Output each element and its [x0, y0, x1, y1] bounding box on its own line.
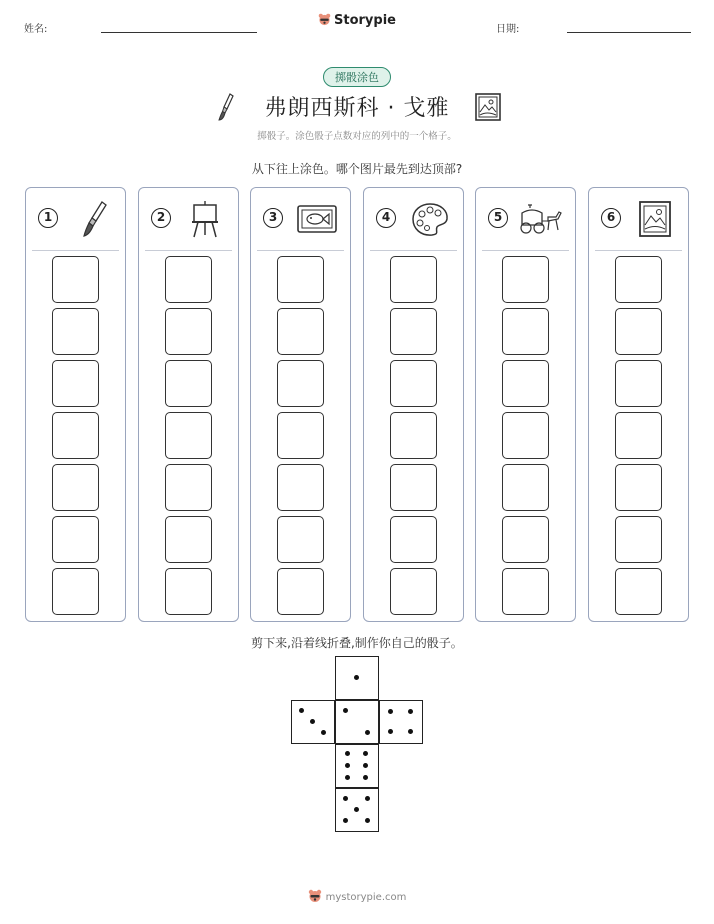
color-box[interactable] [615, 256, 662, 303]
color-box[interactable] [615, 308, 662, 355]
color-box[interactable] [390, 516, 437, 563]
dice-pip [345, 763, 350, 768]
brand-logo [0, 13, 714, 28]
color-box[interactable] [165, 516, 212, 563]
horse-carriage-icon [518, 199, 564, 239]
paintbrush-icon [72, 199, 112, 239]
dice-face-1 [335, 656, 379, 700]
footer [0, 889, 714, 903]
dice-face-3 [291, 700, 335, 744]
color-box[interactable] [277, 568, 324, 615]
column-divider [482, 250, 569, 251]
name-line[interactable] [101, 32, 257, 33]
column-number: 5 [488, 208, 508, 228]
dice-pip [363, 763, 368, 768]
column-2 [138, 187, 239, 622]
dice-pip [299, 708, 304, 713]
color-box[interactable] [277, 360, 324, 407]
dice-pip [343, 818, 348, 823]
dice-face-5 [335, 788, 379, 832]
bear-logo-icon [308, 889, 322, 903]
easel-icon [185, 199, 225, 239]
column-divider [370, 250, 457, 251]
dice-pip [388, 709, 393, 714]
color-box[interactable] [52, 360, 99, 407]
color-box[interactable] [615, 412, 662, 459]
column-divider [257, 250, 344, 251]
color-box[interactable] [502, 412, 549, 459]
color-box[interactable] [615, 464, 662, 511]
brand-name: Storypie [334, 13, 396, 28]
color-box[interactable] [165, 256, 212, 303]
column-5 [475, 187, 576, 622]
column-3 [250, 187, 351, 622]
color-box[interactable] [615, 516, 662, 563]
color-box[interactable] [52, 412, 99, 459]
landscape-painting-icon [635, 199, 675, 239]
dice-pip [388, 729, 393, 734]
color-box[interactable] [277, 308, 324, 355]
color-box[interactable] [277, 256, 324, 303]
date-label: 日期: [496, 24, 520, 35]
page-title: 弗朗西斯科 · 戈雅 [264, 96, 450, 121]
color-box[interactable] [502, 568, 549, 615]
palette-icon [410, 199, 450, 239]
color-box[interactable] [277, 516, 324, 563]
color-box[interactable] [390, 464, 437, 511]
dice-pip [345, 775, 350, 780]
dice-pip [408, 709, 413, 714]
column-number: 6 [601, 208, 621, 228]
color-box[interactable] [502, 516, 549, 563]
subtitle: 掷骰子。涂色骰子点数对应的列中的一个格子。 [257, 131, 457, 142]
column-number: 4 [376, 208, 396, 228]
column-divider [32, 250, 119, 251]
color-box[interactable] [615, 360, 662, 407]
dice-pip [343, 796, 348, 801]
color-box[interactable] [390, 568, 437, 615]
column-divider [145, 250, 232, 251]
dice-face-2 [335, 700, 379, 744]
dice-face-6 [335, 744, 379, 788]
color-box[interactable] [165, 360, 212, 407]
game-type-badge: 掷骰涂色 [323, 67, 391, 87]
color-box[interactable] [165, 568, 212, 615]
landscape-painting-icon [475, 93, 501, 121]
color-box[interactable] [52, 308, 99, 355]
column-number: 3 [263, 208, 283, 228]
name-label: 姓名: [24, 24, 48, 35]
dice-pip [310, 719, 315, 724]
color-box[interactable] [52, 516, 99, 563]
dice-pip [363, 775, 368, 780]
color-box[interactable] [502, 360, 549, 407]
dice-pip [365, 818, 370, 823]
column-6 [588, 187, 689, 622]
dice-pip [365, 796, 370, 801]
color-box[interactable] [277, 412, 324, 459]
dice-pip [354, 675, 359, 680]
dice-face-4 [379, 700, 423, 744]
column-divider [595, 250, 682, 251]
dice-pip [343, 708, 348, 713]
color-box[interactable] [165, 464, 212, 511]
footer-url[interactable]: mystorypie.com [325, 892, 407, 903]
color-box[interactable] [277, 464, 324, 511]
column-number: 1 [38, 208, 58, 228]
color-box[interactable] [615, 568, 662, 615]
column-number: 2 [151, 208, 171, 228]
dice-pip [363, 751, 368, 756]
color-box[interactable] [52, 568, 99, 615]
bear-logo-icon [318, 13, 331, 26]
fish-painting-icon [297, 199, 337, 239]
color-box[interactable] [502, 464, 549, 511]
color-box[interactable] [390, 360, 437, 407]
color-box[interactable] [52, 464, 99, 511]
color-box[interactable] [390, 256, 437, 303]
dice-pip [345, 751, 350, 756]
color-box[interactable] [165, 412, 212, 459]
instruction: 从下往上涂色。哪个图片最先到达顶部? [251, 162, 463, 176]
column-4 [363, 187, 464, 622]
date-line[interactable] [567, 32, 691, 33]
cut-instruction: 剪下来,沿着线折叠,制作你自己的骰子。 [251, 636, 463, 650]
dice-pip [408, 729, 413, 734]
color-box[interactable] [390, 412, 437, 459]
column-1 [25, 187, 126, 622]
dice-pip [365, 730, 370, 735]
dice-pip [354, 807, 359, 812]
color-box[interactable] [52, 256, 99, 303]
color-box[interactable] [390, 308, 437, 355]
color-box[interactable] [502, 308, 549, 355]
color-box[interactable] [165, 308, 212, 355]
color-box[interactable] [502, 256, 549, 303]
dice-pip [321, 730, 326, 735]
